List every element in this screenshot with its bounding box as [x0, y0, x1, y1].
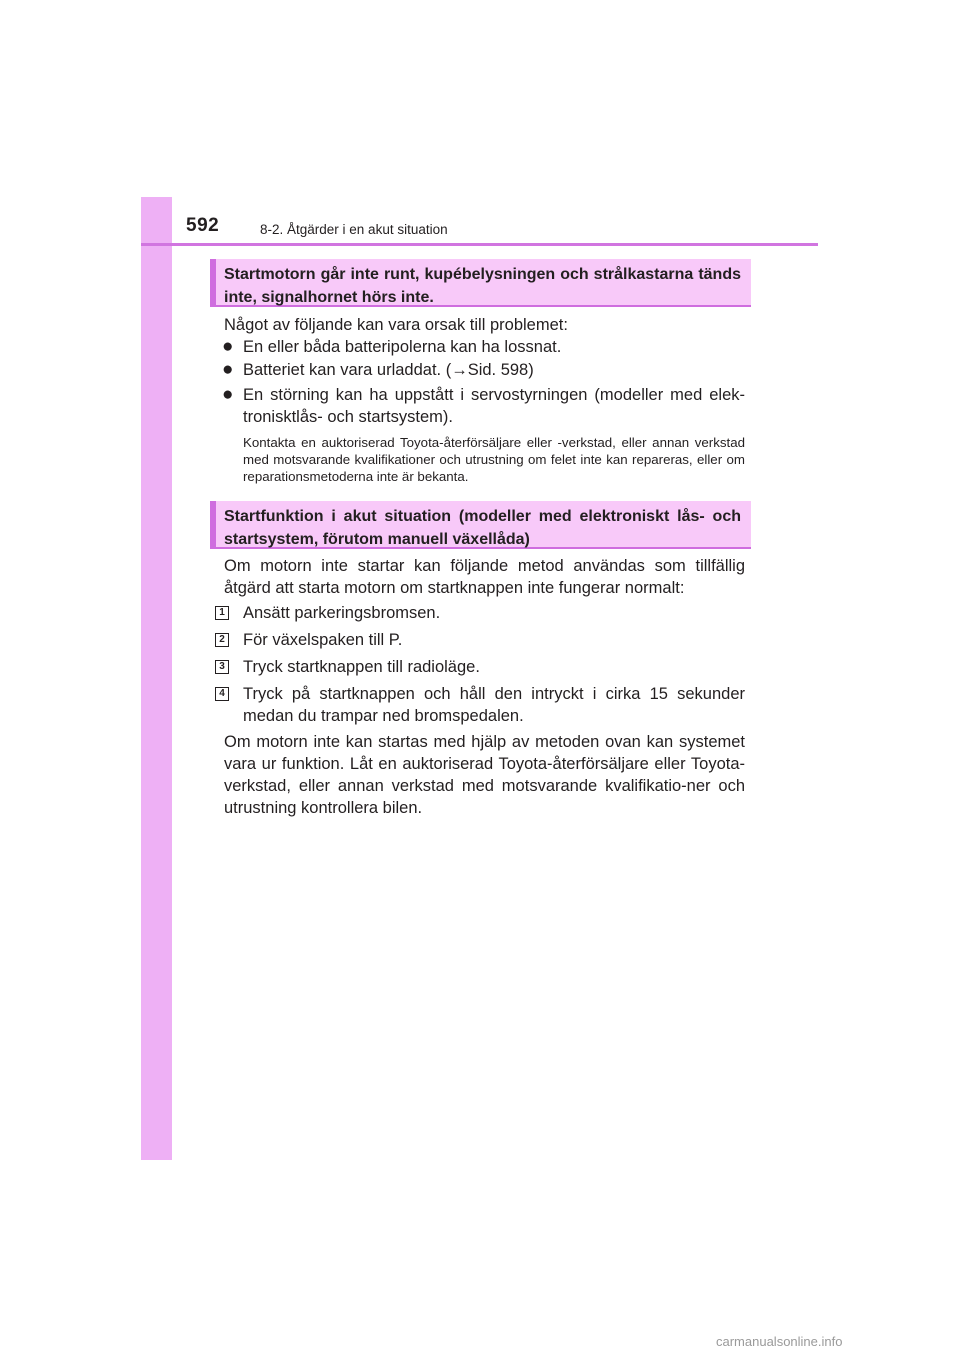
step-number-badge: 1 [215, 606, 229, 620]
section1-heading: Startmotorn går inte runt, kupébelysningen och strålkastarna tänds inte, signalhornet hörs inte. [210, 259, 751, 307]
section-title: 8-2. Åtgärder i en akut situation [260, 222, 448, 237]
bullet-item: En störning kan ha uppstått i servostyrningen (modeller med elek-tronisktlås- och startsystem). [243, 386, 745, 426]
section2-heading: Startfunktion i akut situation (modeller med elektroniskt lås- och startsystem, förutom manuell växellåda) [210, 501, 751, 549]
section1-intro: Något av följande kan vara orsak till problemet: [224, 316, 568, 334]
bullet-icon: ● [222, 359, 234, 380]
step-number-badge: 4 [215, 687, 229, 701]
step-text: Ansätt parkeringsbromsen. [243, 604, 441, 622]
page-number: 592 [186, 215, 220, 236]
header-rule [141, 243, 818, 246]
bullet-item: Batteriet kan vara urladdat. (→Sid. 598) [243, 361, 534, 379]
step-text: Tryck på startknappen och håll den intryckt i cirka 15 sekunder medan du trampar ned bromspedalen. [243, 685, 745, 725]
bullet-icon: ● [222, 336, 234, 357]
bullet-icon: ● [222, 384, 234, 405]
section2-intro: Om motorn inte startar kan följande metod användas som tillfällig åtgärd att starta motorn om startknappen inte fungerar normalt: [224, 557, 745, 597]
step-text: För växelspaken till P. [243, 631, 403, 649]
step-text: Tryck startknappen till radioläge. [243, 658, 480, 676]
step-number-badge: 3 [215, 660, 229, 674]
chapter-side-strip [141, 197, 172, 1160]
watermark: carmanualsonline.info [716, 1334, 843, 1349]
step-number-badge: 2 [215, 633, 229, 647]
bullet-item: En eller båda batteripolerna kan ha lossnat. [243, 338, 562, 356]
section1-note: Kontakta en auktoriserad Toyota-återförsäljare eller -verkstad, eller annan verkstad med motsvarande kvalifikationer och utrustning om felet inte kan repareras, eller om reparationsmetoderna inte är bekanta. [243, 435, 745, 484]
section2-closing: Om motorn inte kan startas med hjälp av metoden ovan kan systemet vara ur funktion. Låt en auktoriserad Toyota-återförsäljare eller Toyota-verkstad, eller annan verkstad med motsvarande kvalifikatio-ner och utrustning kontrollera bilen. [224, 733, 745, 817]
